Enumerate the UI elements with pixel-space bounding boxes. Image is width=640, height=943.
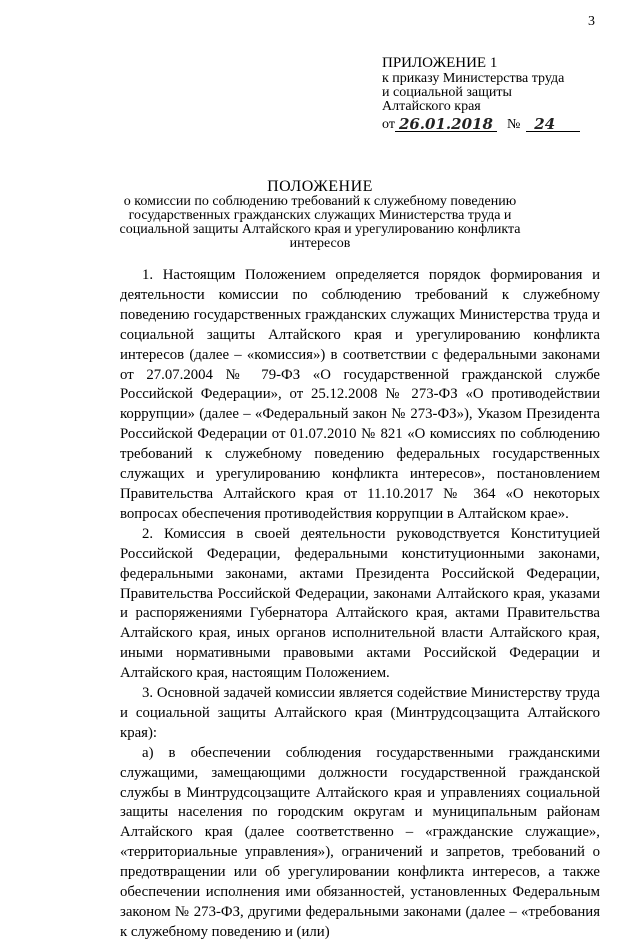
paragraph: 3. Основной задачей комиссии является содействие Министерству труда и социальной защиты Алтайского края (Минтрудсоцзащита Алтайского края): — [120, 685, 600, 741]
handwritten-number: 24 — [526, 117, 580, 132]
document-body — [120, 266, 600, 943]
page-number: 3 — [588, 14, 595, 29]
appendix-block — [382, 56, 580, 132]
appendix-line: и социальной защиты — [382, 85, 512, 100]
appendix-line: Алтайского края — [382, 99, 481, 114]
appendix-title: ПРИЛОЖЕНИЕ 1 — [382, 55, 498, 71]
paragraph: а) в обеспечении соблюдения государственными гражданскими служащими, замещающими должности государственной гражданской службы в Минтрудсоцзащите Алтайского края и управлениях социальной защиты населения по городским округам и муниципальным районам Алтайского края (далее соответственно – «гражданские служащие», «территориальные управления»), ограничений и запретов, требований о предотвращении или об урегулировании конфликта интересов, а также обеспечении исполнения ими обязанностей, установленных Федеральным законом № 273-ФЗ, другими федеральными законами (далее – «требования к служебному поведению и (или) — [120, 744, 600, 940]
paragraph: 1. Настоящим Положением определяется порядок формирования и деятельности комиссии по соблюдению требований к служебному поведению государственных гражданских служащих Министерства труда и социальной защиты Алтайского края и урегулированию конфликта интересов (далее – «комиссия») в соответствии с федеральными законами от 27.07.2004 № 79-ФЗ «О государственной гражданской службе Российской Федерации», от 25.12.2008 № 273-ФЗ «О противодействии коррупции» (далее – «Федеральный закон № 273-ФЗ»), Указом Президента Российской Федерации от 01.07.2010 № 821 «О комиссиях по соблюдению требований к служебному поведению федеральных государственных служащих и урегулированию конфликта интересов», постановлением Правительства Алтайского края от 11.10.2017 № 364 «О некоторых вопросах обеспечения противодействия коррупции в Алтайском крае». — [120, 267, 600, 522]
date-prefix: от — [382, 117, 395, 132]
number-label: № — [506, 117, 521, 132]
paragraph: 2. Комиссия в своей деятельности руководствуется Конституцией Российской Федерации, федеральными конституционными законами, федеральными законами, актами Президента Российской Федерации, Правительства Российской Федерации, законами Алтайского края, указами и распоряжениями Губернатора Алтайского края, актами Правительства Алтайского края, иных органов исполнительной власти Алтайского края, иными нормативными правовыми актами Российской Федерации и Алтайского края, настоящим Положением. — [120, 525, 600, 682]
appendix-line: к приказу Министерства труда — [382, 71, 565, 86]
handwritten-date: 26.01.2018 — [395, 117, 497, 132]
document-title: ПОЛОЖЕНИЕ — [267, 178, 373, 195]
appendix-date-number-line — [382, 114, 580, 132]
document-subtitle: о комиссии по соблюдению требований к служебному поведению государственных гражданских служащих Министерства труда и социальной защиты Алтайского края и урегулированию конфликта интересов — [119, 194, 521, 251]
